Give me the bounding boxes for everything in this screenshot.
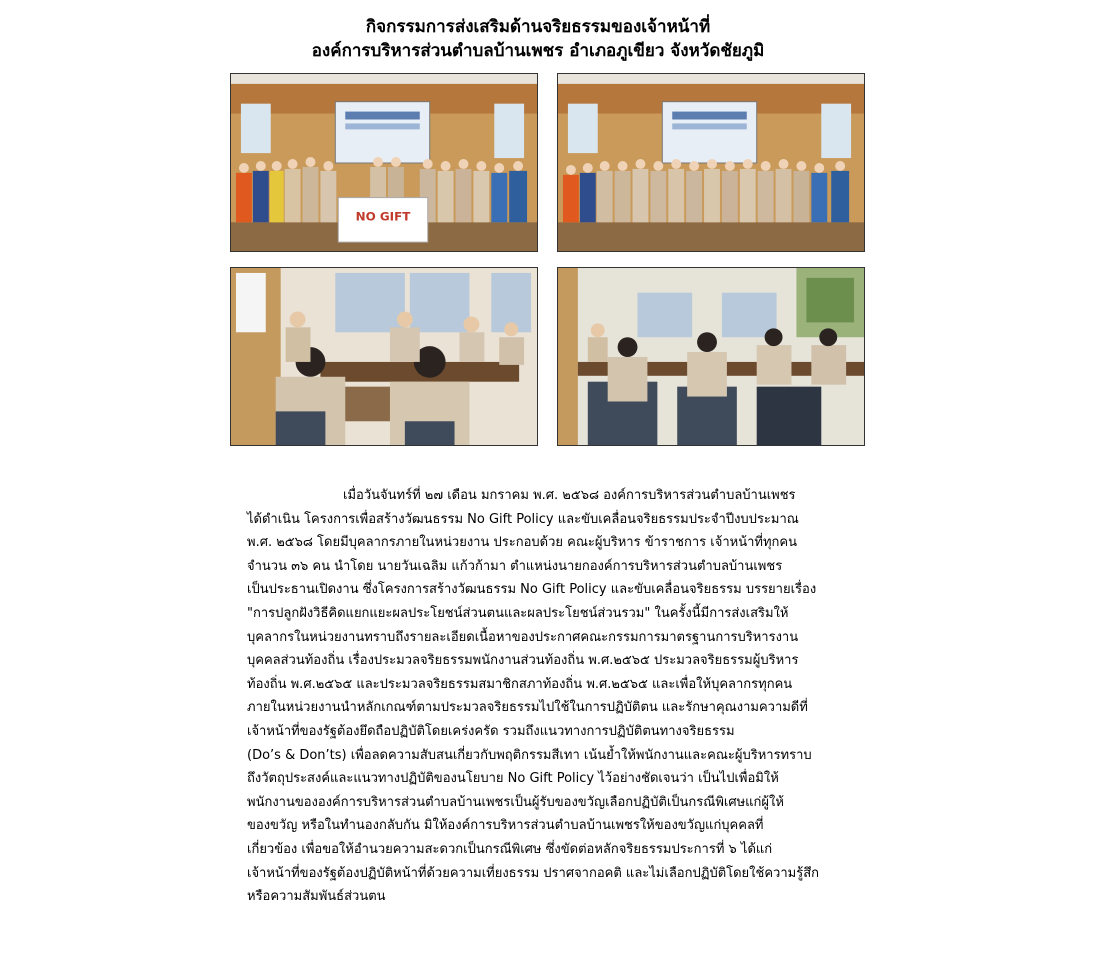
paragraph-line: พ.ศ. ๒๕๖๘ โดยมีบุคลากรภายในหน่วยงาน ประกอบด้วย คณะผู้บริหาร ข้าราชการ เจ้าหน้าที่ทุกคน	[247, 535, 797, 551]
activity-photo-group-1	[230, 73, 538, 252]
paragraph-line: "การปลูกฝังวิธีคิดแยกแยะผลประโยชน์ส่วนตนและผลประโยชน์ส่วนรวม" ในครั้งนี้มีการส่งเสริมให้	[247, 605, 789, 621]
paragraph-line: เมื่อวันจันทร์ที่ ๒๗ เดือน มกราคม พ.ศ. ๒๕๖๘ องค์การบริหารส่วนตำบลบ้านเพชร	[343, 488, 796, 503]
meeting-photo-image	[558, 268, 864, 445]
group-photo-image	[231, 74, 537, 251]
paragraph-line: (Do’s & Don’ts) เพื่อลดความสับสนเกี่ยวกับพฤติกรรมสีเทา เน้นย้ำให้พนักงานและคณะผู้บริหารทราบ	[247, 747, 812, 763]
paragraph-line: ของขวัญ หรือในทำนองกลับกัน มิให้องค์การบริหารส่วนตำบลบ้านเพชรให้ของขวัญแก่บุคคลที่	[247, 818, 764, 834]
paragraph-line: เจ้าหน้าที่ของรัฐต้องยึดถือปฏิบัติโดยเคร่งครัด รวมถึงแนวทางการปฏิบัติตนทางจริยธรรม	[247, 723, 735, 739]
paragraph-line: เจ้าหน้าที่ของรัฐต้องปฏิบัติหน้าที่ด้วยความเที่ยงธรรม ปราศจากอคติ และไม่เลือกปฏิบัติโดยใช้ความรู้สึก	[247, 865, 819, 881]
paragraph-line: ท้องถิ่น พ.ศ.๒๕๖๕ และประมวลจริยธรรมสมาชิกสภาท้องถิ่น พ.ศ.๒๕๖๕ และเพื่อให้บุคลากรทุกคน	[247, 676, 793, 692]
paragraph-line: เป็นประธานเปิดงาน ซึ่งโครงการสร้างวัฒนธรรม No Gift Policy และขับเคลื่อนจริยธรรม บรรยายเรื่อง	[247, 582, 817, 598]
activity-photo-meeting-1	[230, 267, 538, 446]
paragraph-line: หรือความสัมพันธ์ส่วนตน	[247, 889, 386, 905]
meeting-photo-image	[231, 268, 537, 445]
paragraph-line: เกี่ยวข้อง เพื่อขอให้อำนวยความสะดวกเป็นกรณีพิเศษ ซึ่งขัดต่อหลักจริยธรรมประการที่ ๖ ได้แก่	[247, 841, 773, 857]
activity-description	[247, 484, 847, 909]
activity-photo-group-2	[557, 73, 865, 252]
paragraph-line: ได้ดำเนิน โครงการเพื่อสร้างวัฒนธรรม No Gift Policy และขับเคลื่อนจริยธรรมประจำปีงบประมาณ	[247, 511, 799, 527]
document-title-line-1: กิจกรรมการส่งเสริมด้านจริยธรรมของเจ้าหน้าที่	[365, 17, 711, 37]
paragraph-line: บุคคลส่วนท้องถิ่น เรื่องประมวลจริยธรรมพนักงานส่วนท้องถิ่น พ.ศ.๒๕๖๕ ประมวลจริยธรรมผู้บริหาร	[247, 653, 799, 669]
paragraph-line: จำนวน ๓๖ คน นำโดย นายวันเฉลิม แก้วก้ามา ตำแหน่งนายกองค์การบริหารส่วนตำบลบ้านเพชร	[247, 558, 783, 574]
paragraph-line: พนักงานขององค์การบริหารส่วนตำบลบ้านเพชรเป็นผู้รับของขวัญเลือกปฏิบัติเป็นกรณีพิเศษแก่ผู้ให้	[247, 794, 784, 810]
no-gift-banner-text: NO GIFT	[355, 209, 411, 224]
paragraph-line: ถึงวัตถุประสงค์และแนวทางปฏิบัติของนโยบาย No Gift Policy ไว้อย่างชัดเจนว่า เป็นไปเพื่อมิให้	[247, 771, 779, 787]
activity-photo-meeting-2	[557, 267, 865, 446]
document-title-line-2: องค์การบริหารส่วนตำบลบ้านเพชร อำเภอภูเขียว จังหวัดชัยภูมิ	[311, 41, 765, 61]
paragraph-line: บุคลากรในหน่วยงานทราบถึงรายละเอียดเนื้อหาของประกาศคณะกรรมการมาตรฐานการบริหารงาน	[247, 629, 799, 645]
group-photo-image	[558, 74, 864, 251]
paragraph-line: ภายในหน่วยงานนำหลักเกณฑ์ตามประมวลจริยธรรมไปใช้ในการปฏิบัติตน และรักษาคุณงามความดีที่	[247, 700, 808, 716]
